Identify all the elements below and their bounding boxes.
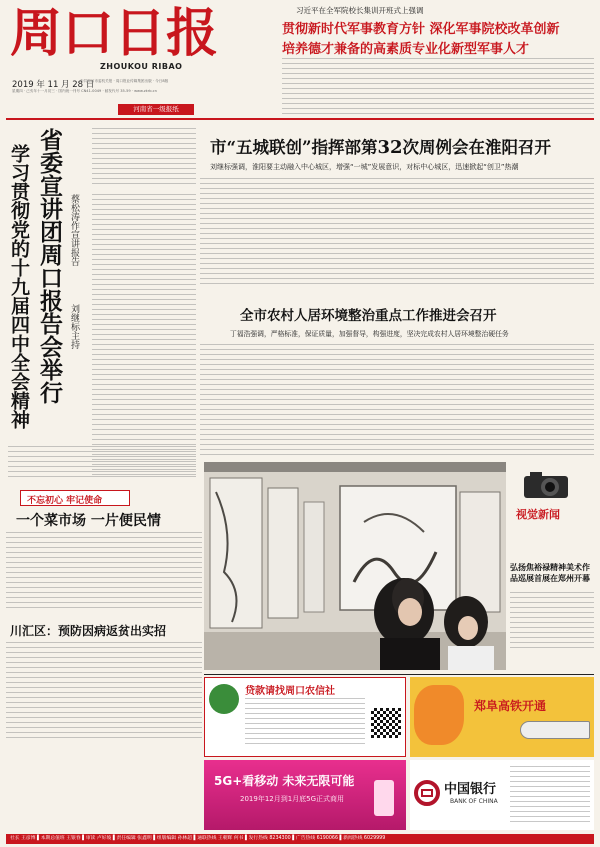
camera-icon <box>522 470 570 500</box>
top-news-headline-2: 培养德才兼备的高素质专业化新型军事人才 <box>282 42 530 57</box>
railway-ad <box>410 677 594 757</box>
feature-headline: 一个菜市场 一片便民情 <box>16 513 161 529</box>
photo-news-sidebar <box>508 462 594 670</box>
train-icon <box>520 721 590 739</box>
chuanhui-headline: 川汇区：预防因病返贫出实招 <box>10 624 167 638</box>
chuanhui-section <box>6 620 202 750</box>
main-headline-pre: 市“五城联创”指挥部第 <box>210 138 378 157</box>
phone-icon <box>374 780 394 816</box>
photo-caption: 弘扬焦裕禄精神美术作品巡展首展在郑州开幕 <box>510 563 590 583</box>
main-subhead: 刘继标强调，淮阳要主动融入中心城区，增强“一城”发展意识，对标中心城区，迅速掀起“创卫”热潮 <box>210 163 519 171</box>
photo-caption-body <box>510 592 594 652</box>
left-speaker-1: 蔡松涛作宣讲报告 <box>69 194 79 266</box>
masthead <box>0 0 600 113</box>
top-news-body <box>282 58 594 120</box>
second-story <box>200 300 594 460</box>
left-footnote <box>8 446 196 480</box>
boc-name-en: BANK OF CHINA <box>450 798 498 805</box>
second-headline: 全市农村人居环境整治重点工作推进会召开 <box>240 308 497 324</box>
exhibition-photo <box>204 462 506 670</box>
rural-credit-ad <box>204 677 406 757</box>
boc-ad-text <box>510 766 590 822</box>
china-mobile-ad <box>204 760 406 830</box>
left-title-main: 省委宣讲团周口报告会举行 <box>36 128 63 404</box>
china-mobile-subtitle: 2019年12月到1月底5G正式商用 <box>240 795 345 803</box>
feature-tag <box>20 490 130 506</box>
railway-text: 郑阜高铁开通 <box>474 699 547 713</box>
feature-section <box>6 488 202 618</box>
publication-info: 中共周口市委机关报 · 周口报业传媒集团出版 · 今日8版 <box>80 79 169 83</box>
rural-credit-text <box>245 698 365 748</box>
rural-credit-logo <box>209 684 239 714</box>
map-icon <box>414 685 464 745</box>
issue-info: 星期四 · 己亥年十一月初三 · 国内统一刊号 CN41-0049 · 邮发代号 35-59 · www.zkrb.cn <box>12 89 157 93</box>
top-news-headline-1: 贯彻新时代军事教育方针 深化军事院校改革创新 <box>282 22 560 37</box>
left-speaker-2: 刘继标主持 <box>69 304 79 349</box>
bank-of-china-ad <box>410 760 594 830</box>
second-subhead: 丁福浩强调，严格标准，保证质量，加强督导，构强进度，坚决完成农村人居环境整治硬任务 <box>230 330 509 338</box>
qr-code-icon <box>371 708 401 738</box>
masthead-divider <box>6 118 594 120</box>
main-body <box>200 178 594 286</box>
boc-logo-icon <box>414 780 440 806</box>
main-headline <box>210 134 594 158</box>
masthead-pinyin: ZHOUKOU RIBAO <box>100 62 183 71</box>
news-photo <box>204 462 506 670</box>
footer-bar: 社长 王彦博 ▌本期总值班 王银春 ▌审读 卢好坡 ▌责任编辑 张鑫明 ▌组版编辑 孙林超 ▌通联热线 王朝辉 何书 ▌发行热线 8234300 ▌广告热线 6190066 ▌新闻热线 6029999 <box>6 834 594 844</box>
feature-body <box>6 532 202 612</box>
main-headline-number: 32 <box>377 137 403 158</box>
left-intro-text <box>92 128 196 188</box>
second-body <box>200 344 594 456</box>
main-story <box>200 124 594 294</box>
grade-badge: 河南省一级报纸 <box>118 104 194 115</box>
left-column <box>6 124 196 484</box>
publication-date: 2019 年 11 月 28 日 <box>12 80 95 90</box>
left-body-text <box>92 194 196 479</box>
main-headline-post: 次周例会在淮阳召开 <box>402 138 552 157</box>
china-mobile-title: 5G+看移动 未来无限可能 <box>214 774 355 788</box>
boc-name: 中国银行 <box>444 782 497 797</box>
top-news-kicker: 习近平在全军院校长集训开班式上强调 <box>296 6 424 15</box>
masthead-logo: 周口日报 <box>10 3 219 64</box>
photo-news-label: 视觉新闻 <box>516 508 560 521</box>
ad-divider <box>204 674 594 675</box>
left-title-sub: 学习贯彻党的十九届四中全会精神 <box>8 144 30 429</box>
rural-credit-title: 贷款请找周口农信社 <box>245 686 335 697</box>
chuanhui-body <box>6 642 202 742</box>
feature-tag-text: 不忘初心 牢记使命 <box>27 496 103 506</box>
